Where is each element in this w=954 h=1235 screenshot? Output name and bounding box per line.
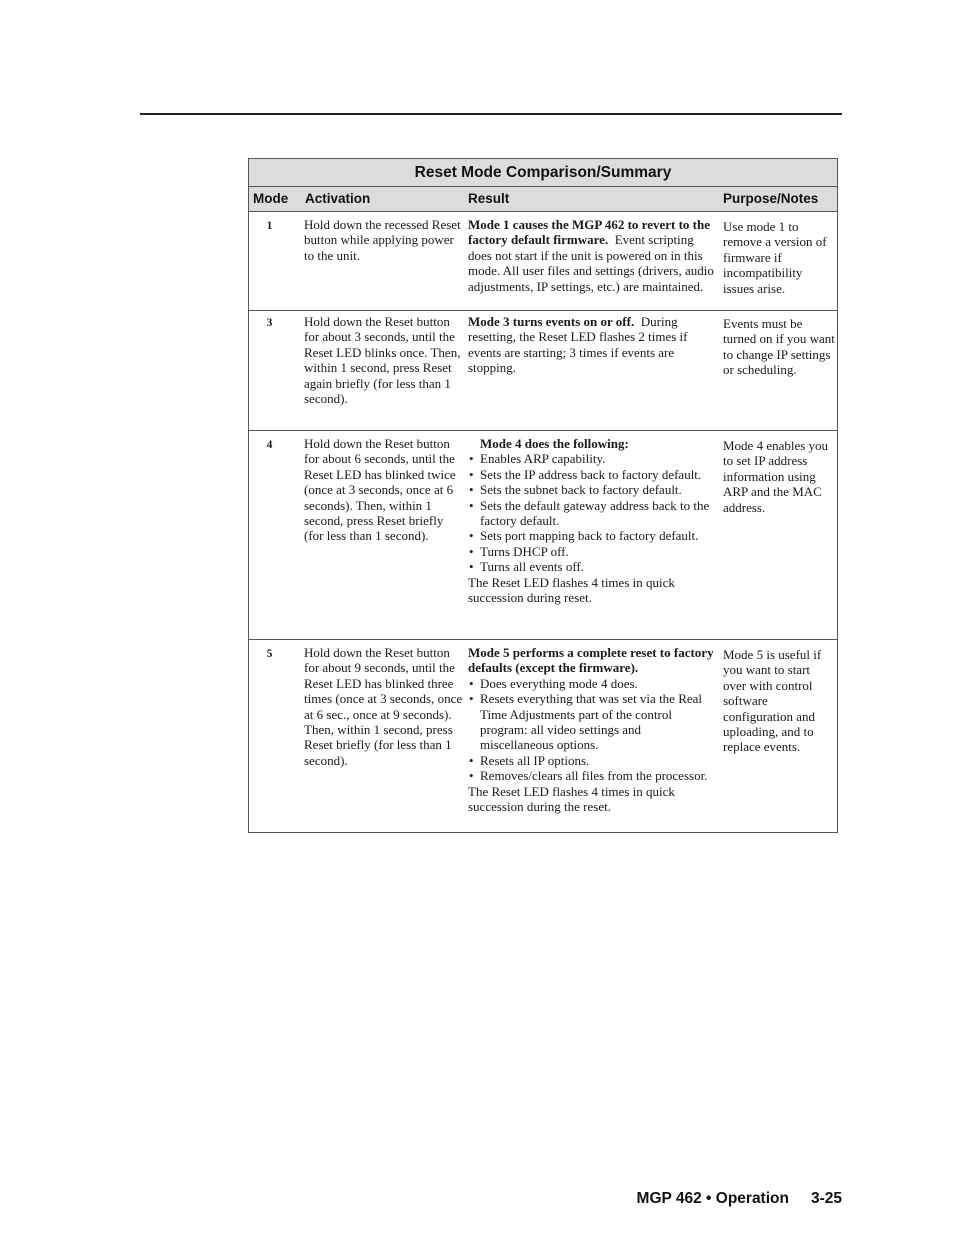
list-item: • Sets the subnet back to factory default. <box>468 482 717 497</box>
list-item: • Turns DHCP off. <box>468 544 717 559</box>
result-bullet-list <box>468 676 717 784</box>
result-cell <box>468 645 721 832</box>
result-cell <box>468 314 721 430</box>
result-heading: Mode 3 turns events on or off. <box>468 314 635 329</box>
column-header-purpose: Purpose/Notes <box>723 191 819 206</box>
list-item: • Removes/clears all files from the processor. <box>468 768 717 783</box>
activation-text: Hold down the Reset button for about 6 seconds, until the Reset LED has blinked twice (once at 3 seconds, once at 6 seconds). Then, within 1 second, press Reset briefly (for less than 1 second). <box>304 436 456 544</box>
result-text: During resetting, the Reset LED flashes 2 times if events are starting; 3 times if events are stopping. <box>468 314 688 376</box>
column-header-mode: Mode <box>253 191 289 206</box>
table-row <box>249 640 837 832</box>
mode-number: 5 <box>266 648 273 660</box>
purpose-text: Use mode 1 to remove a version of firmware if incompatibility issues arise. <box>723 219 827 296</box>
mode-number: 4 <box>266 439 273 451</box>
result-text: The Reset LED flashes 4 times in quick succession during reset. <box>468 574 675 606</box>
mode-number: 3 <box>266 317 273 329</box>
footer-label: MGP 462 • Operation <box>636 1190 789 1207</box>
list-item: • Enables ARP capability. <box>468 451 717 466</box>
result-heading: Mode 5 performs a complete reset to factory defaults (except the firmware). <box>468 645 714 676</box>
mode-number: 1 <box>266 220 273 232</box>
list-item: • Resets everything that was set via the Real Time Adjustments part of the control program: all video settings and miscellaneous options. <box>468 691 717 753</box>
page-number: 3-25 <box>810 1190 842 1207</box>
column-header-result: Result <box>468 191 510 206</box>
list-item: • Resets all IP options. <box>468 753 717 768</box>
result-text: The Reset LED flashes 4 times in quick succession during the reset. <box>468 783 675 815</box>
purpose-text: Events must be turned on if you want to change IP settings or scheduling. <box>723 316 835 378</box>
result-heading: Mode 4 does the following: <box>480 436 629 451</box>
table-row <box>249 212 837 311</box>
table-row <box>249 311 837 431</box>
result-text: Event scripting does not start if the unit is powered on in this mode. All user files and settings (drivers, audio adjustments, IP settings, etc.) are maintained. <box>468 232 714 294</box>
result-cell <box>468 217 721 310</box>
list-item: • Turns all events off. <box>468 559 717 574</box>
list-item: • Sets the default gateway address back to the factory default. <box>468 498 717 529</box>
list-item: • Does everything mode 4 does. <box>468 676 717 691</box>
activation-text: Hold down the Reset button for about 3 seconds, until the Reset LED blinks once. Then, within 1 second, press Reset again briefly (for less than 1 second). <box>304 314 461 407</box>
reset-mode-table <box>248 158 838 833</box>
page-footer <box>637 1190 842 1208</box>
result-cell <box>468 436 721 639</box>
list-item: • Sets port mapping back to factory default. <box>468 528 717 543</box>
header-rule <box>140 113 842 115</box>
column-header-activation: Activation <box>305 191 371 206</box>
list-item: • Sets the IP address back to factory default. <box>468 467 717 482</box>
table-header-row <box>249 187 837 212</box>
purpose-text: Mode 4 enables you to set IP address information using ARP and the MAC address. <box>723 438 829 515</box>
result-heading: Mode 1 causes the MGP 462 to revert to the factory default firmware. <box>468 217 711 248</box>
activation-text: Hold down the recessed Reset button while applying power to the unit. <box>304 217 461 263</box>
result-bullet-list <box>468 451 717 574</box>
table-row <box>249 431 837 640</box>
table-title: Reset Mode Comparison/Summary <box>249 159 837 187</box>
activation-text: Hold down the Reset button for about 9 seconds, until the Reset LED has blinked three times (once at 3 seconds, once at 6 sec., once at 9 seconds). Then, within 1 second, press Reset briefly (for less than 1 second). <box>304 645 463 768</box>
purpose-text: Mode 5 is useful if you want to start over with control software configuration and uploading, and to replace events. <box>723 647 822 755</box>
